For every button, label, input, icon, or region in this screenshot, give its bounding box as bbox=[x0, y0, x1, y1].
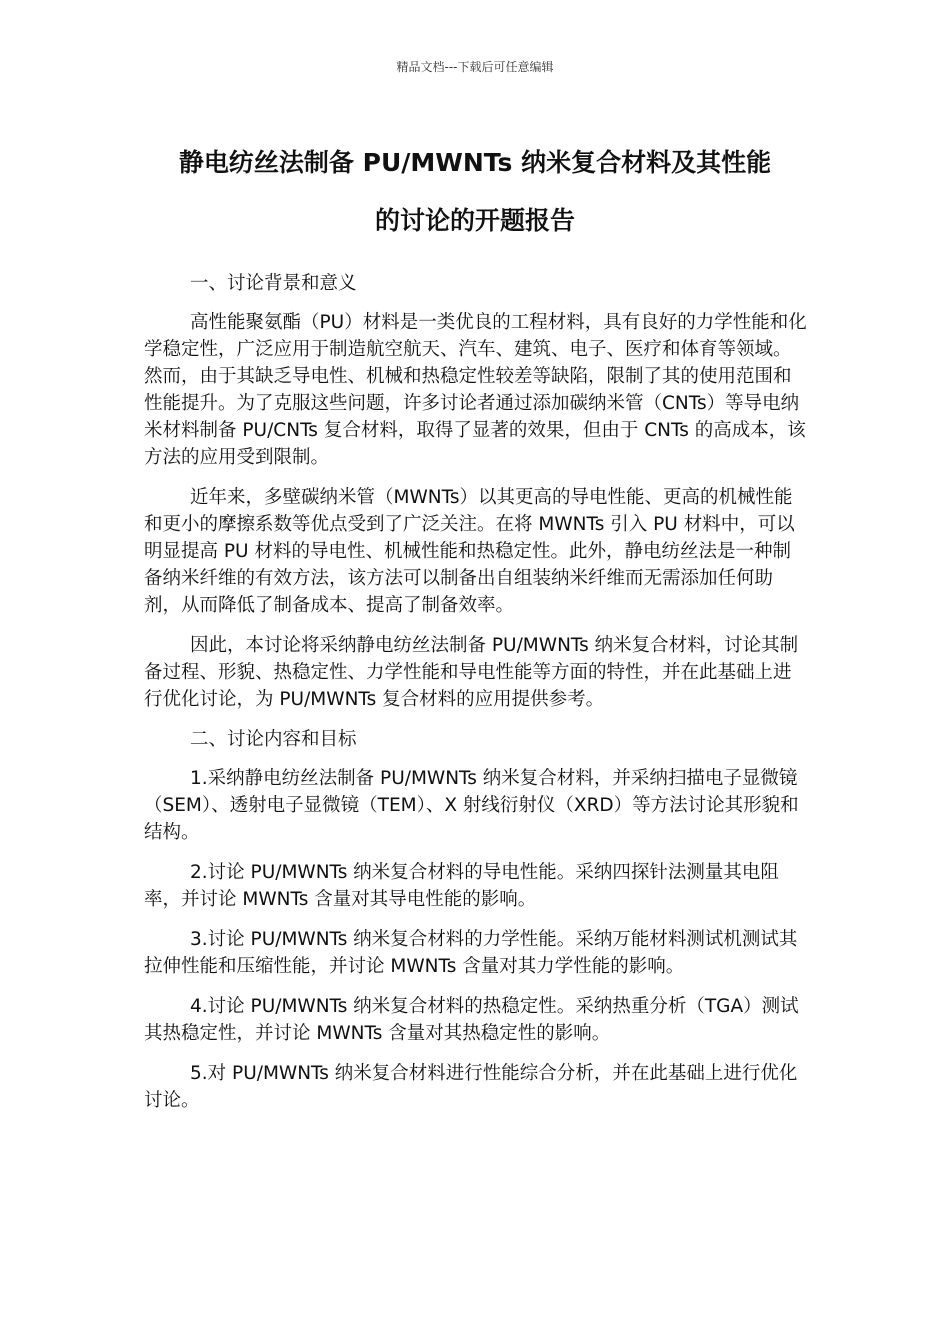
title-line-1: 静电纺丝法制备 PU/MWNTs 纳米复合材料及其性能 bbox=[178, 148, 772, 177]
paragraph-background-3: 因此，本讨论将采纳静电纺丝法制备 PU/MWNTs 纳米复合材料，讨论其制备过程、形貌、热稳定性、力学性能和导电性能等方面的特性，并在此基础上进行优化讨论，为 PU/MWNTs 复合材料的应用提供参考。 bbox=[144, 635, 799, 710]
list-item-goal-2: 2.讨论 PU/MWNTs 纳米复合材料的导电性能。采纳四探针法测量其电阻率，并讨论 MWNTs 含量对其导电性能的影响。 bbox=[144, 862, 779, 910]
page-header: 精品文档---下载后可任意编辑 bbox=[396, 60, 554, 74]
document-body bbox=[144, 270, 809, 1127]
list-item-goal-5: 5.对 PU/MWNTs 纳米复合材料进行性能综合分析，并在此基础上进行优化讨论。 bbox=[144, 1063, 798, 1111]
list-item-goal-3: 3.讨论 PU/MWNTs 纳米复合材料的力学性能。采纳万能材料测试机测试其拉伸性能和压缩性能，并讨论 MWNTs 含量对其力学性能的影响。 bbox=[144, 929, 798, 977]
document-title bbox=[140, 134, 810, 250]
list-item-goal-4: 4.讨论 PU/MWNTs 纳米复合材料的热稳定性。采纳热重分析（TGA）测试其热稳定性，并讨论 MWNTs 含量对其热稳定性的影响。 bbox=[144, 996, 799, 1044]
paragraph-background-2: 近年来，多壁碳纳米管（MWNTs）以其更高的导电性能、更高的机械性能和更小的摩擦系数等优点受到了广泛关注。在将 MWNTs 引入 PU 材料中，可以明显提高 PU 材料的导电性、机械性能和热稳定性。此外，静电纺丝法是一种制备纳米纤维的有效方法，该方法可以制备出自组装纳米纤维而无需添加任何助剂，从而降低了制备成本、提高了制备效率。 bbox=[144, 487, 795, 616]
title-line-2: 的讨论的开题报告 bbox=[374, 206, 575, 235]
section-heading-content-goals: 二、讨论内容和目标 bbox=[190, 729, 357, 750]
paragraph-background-1: 高性能聚氨酯（PU）材料是一类优良的工程材料，具有良好的力学性能和化学稳定性，广泛应用于制造航空航天、汽车、建筑、电子、医疗和体育等领域。然而，由于其缺乏导电性、机械和热稳定性较差等缺陷，限制了其的使用范围和性能提升。为了克服这些问题，许多讨论者通过添加碳纳米管（CNTs）等导电纳米材料制备 PU/CNTs 复合材料，取得了显著的效果，但由于 CNTs 的高成本，该方法的应用受到限制。 bbox=[144, 312, 807, 468]
section-heading-background: 一、讨论背景和意义 bbox=[190, 273, 357, 294]
list-item-goal-1: 1.采纳静电纺丝法制备 PU/MWNTs 纳米复合材料，并采纳扫描电子显微镜（SEM）、透射电子显微镜（TEM）、X 射线衍射仪（XRD）等方法讨论其形貌和结构。 bbox=[144, 768, 799, 843]
